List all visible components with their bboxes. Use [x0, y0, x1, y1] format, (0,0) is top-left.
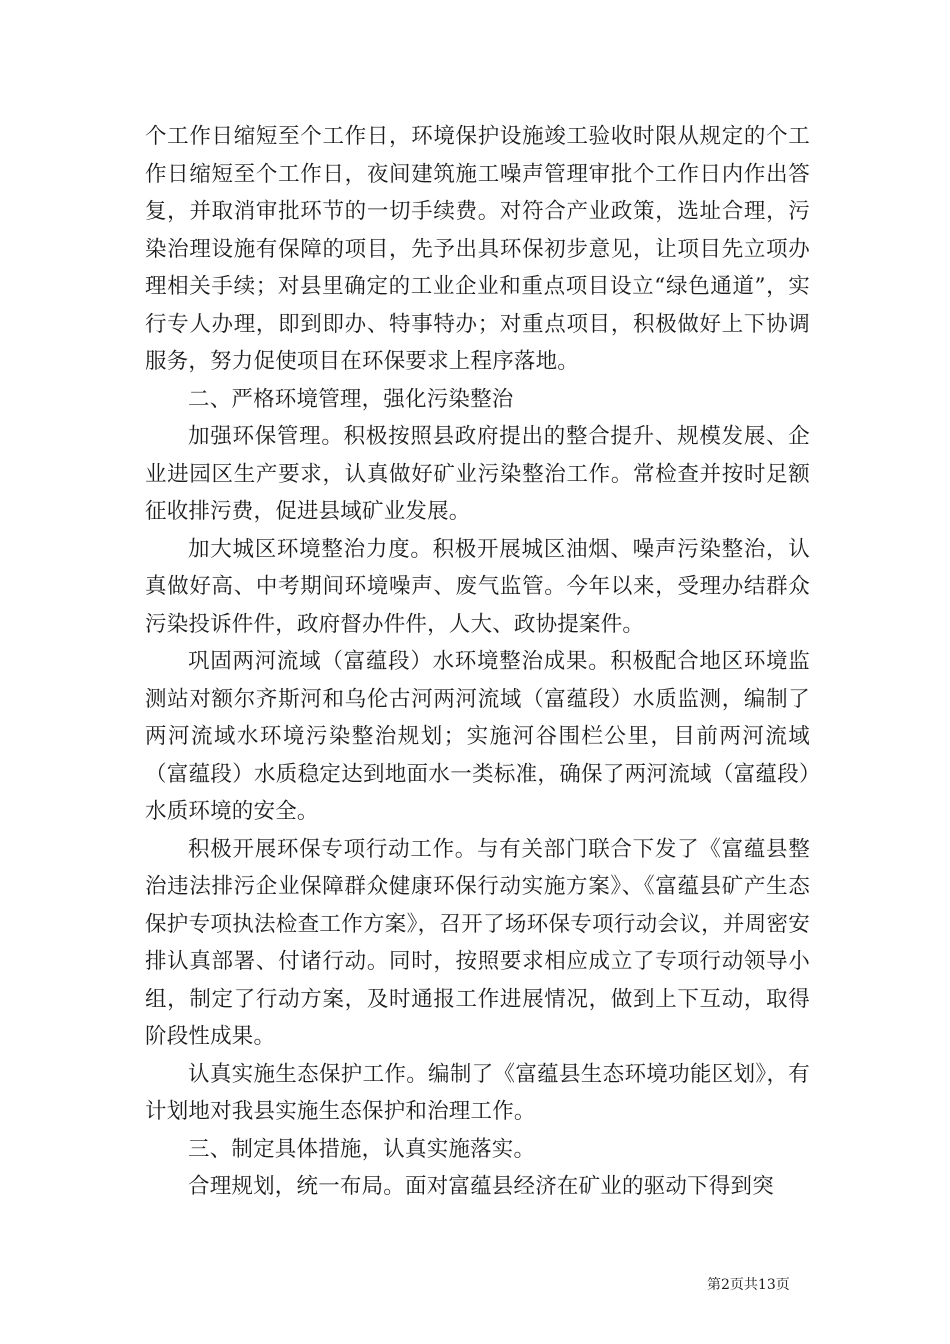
- paragraph-strengthen-management: 加强环保管理。积极按照县政府提出的整合提升、规模发展、企业进园区生产要求，认真做好矿业污染整治工作。常检查并按时足额征收排污费，促进县域矿业发展。: [145, 424, 810, 524]
- section-heading-specific-measures: 三、制定具体措施，认真实施落实。: [188, 1136, 536, 1162]
- paragraph-ecological-protection: 认真实施生态保护工作。编制了《富蕴县生态环境功能区划》，有计划地对我县实施生态保护和治理工作。: [145, 1061, 810, 1124]
- paragraph-two-rivers: 巩固两河流域（富蕴段）水环境整治成果。积极配合地区环境监测站对额尔齐斯河和乌伦古河两河流域（富蕴段）水质监测，编制了两河流域水环境污染整治规划；实施河谷围栏公里，目前两河流域（富蕴段）水质稳定达到地面水一类标准，确保了两河流域（富蕴段）水质环境的安全。: [145, 649, 810, 824]
- document-body: [145, 118, 810, 1206]
- paragraph-approval-time-limits: 个工作日缩短至个工作日，环境保护设施竣工验收时限从规定的个工作日缩短至个工作日，夜间建筑施工噪声管理审批个工作日内作出答复，并取消审批环节的一切手续费。对符合产业政策，选址合理，污染治理设施有保障的项目，先予出具环保初步意见，让项目先立项办理相关手续；对县里确定的工业企业和重点项目设立“绿色通道”，实行专人办理，即到即办、特事特办；对重点项目，积极做好上下协调服务，努力促使项目在环保要求上程序落地。: [145, 124, 810, 374]
- paragraph-urban-rectification: 加大城区环境整治力度。积极开展城区油烟、噪声污染整治，认真做好高、中考期间环境噪声、废气监管。今年以来，受理办结群众污染投诉件件，政府督办件件，人大、政协提案件。: [145, 536, 810, 637]
- paragraph-rational-planning: 合理规划，统一布局。面对富蕴县经济在矿业的驱动下得到突: [188, 1174, 774, 1199]
- section-heading-strict-management: 二、严格环境管理，强化污染整治: [188, 386, 514, 412]
- paragraph-special-actions: 积极开展环保专项行动工作。与有关部门联合下发了《富蕴县整治违法排污企业保障群众健康环保行动实施方案》、《富蕴县矿产生态保护专项执法检查工作方案》，召开了场环保专项行动会议，并周密安排认真部署、付诸行动。同时，按照要求相应成立了专项行动领导小组，制定了行动方案，及时通报工作进展情况，做到上下互动，取得阶段性成果。: [145, 836, 810, 1049]
- page-number-footer: 第2页共13页: [707, 1277, 790, 1293]
